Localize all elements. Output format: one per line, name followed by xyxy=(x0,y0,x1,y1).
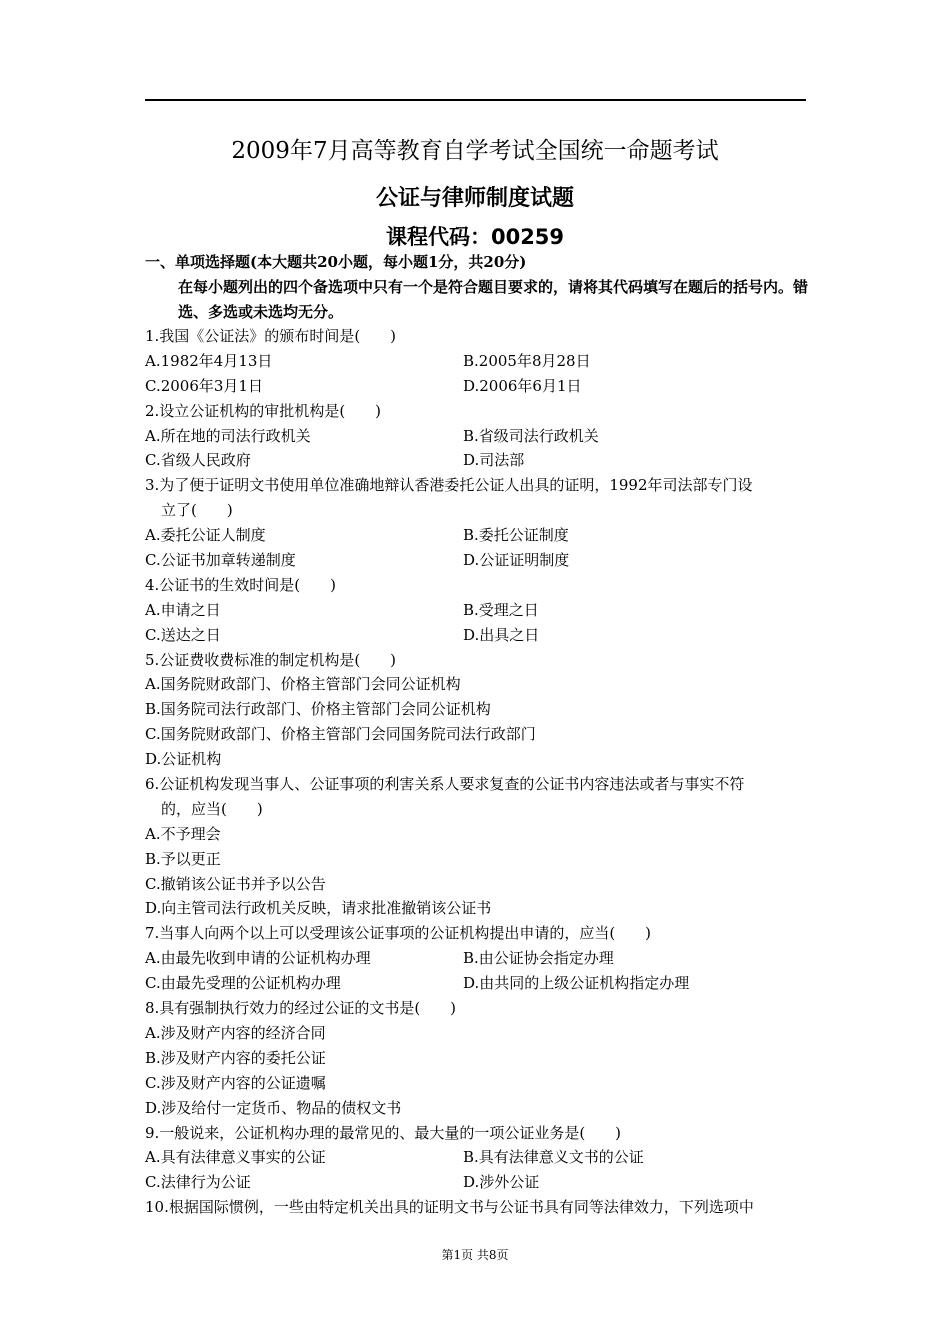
option-c: C.国务院财政部门、价格主管部门会同国务院司法行政部门 xyxy=(145,725,536,744)
question-1-options-row2 xyxy=(145,374,810,399)
option-c: C.由最先受理的公证机构办理 xyxy=(145,974,341,993)
page-number: 第1页 共8页 xyxy=(441,1248,509,1262)
exam-title: 2009年7月高等教育自学考试全国统一命题考试 xyxy=(231,138,719,164)
header-rule xyxy=(145,99,806,101)
option-a: A.所在地的司法行政机关 xyxy=(145,426,311,445)
question-3-stem-line2: 立了( ) xyxy=(161,501,233,520)
option-b: B.由公证协会指定办理 xyxy=(463,949,614,968)
question-3-stem-line1: 3.为了便于证明文书使用单位准确地辩认香港委托公证人出具的证明，1992年司法部专门设 xyxy=(145,476,753,495)
option-a: A.涉及财产内容的经济合同 xyxy=(145,1023,326,1042)
question-2-stem: 2.设立公证机构的审批机构是( ) xyxy=(145,401,382,420)
option-b: B.予以更正 xyxy=(145,849,221,868)
question-2-options-row1 xyxy=(145,424,810,449)
question-8-stem: 8.具有强制执行效力的经过公证的文书是( ) xyxy=(145,999,457,1018)
question-4-stem: 4.公证书的生效时间是( ) xyxy=(145,575,337,594)
option-b: B.2005年8月28日 xyxy=(463,351,591,370)
question-4-options-row2 xyxy=(145,623,810,648)
question-7-stem: 7.当事人向两个以上可以受理该公证事项的公证机构提出申请的，应当( ) xyxy=(145,924,652,943)
subject-title: 公证与律师制度试题 xyxy=(375,186,574,211)
question-9-options-row2 xyxy=(145,1170,810,1195)
question-list xyxy=(145,324,810,1220)
question-6-stem-line2: 的，应当( ) xyxy=(161,799,263,818)
question-9-stem: 9.一般说来，公证机构办理的最常见的、最大量的一项公证业务是( ) xyxy=(145,1123,622,1142)
option-b: B.委托公证制度 xyxy=(463,526,569,545)
section-heading: 一、单项选择题(本大题共20小题，每小题1分，共20分) xyxy=(145,253,527,271)
option-a: A.申请之日 xyxy=(145,600,221,619)
question-6-stem-line1: 6.公证机构发现当事人、公证事项的利害关系人要求复查的公证书内容违法或者与事实不符 xyxy=(145,775,745,794)
course-code: 课程代码：00259 xyxy=(385,225,565,249)
option-c: C.公证书加章转递制度 xyxy=(145,551,296,570)
option-c: C.涉及财产内容的公证遗嘱 xyxy=(145,1073,326,1092)
option-d: D.涉及给付一定货币、物品的债权文书 xyxy=(145,1098,402,1117)
option-a: A.国务院财政部门、价格主管部门会同公证机构 xyxy=(145,675,461,694)
option-c: C.2006年3月1日 xyxy=(145,376,263,395)
option-a: A.不予理会 xyxy=(145,824,221,843)
option-c: C.省级人民政府 xyxy=(145,451,251,470)
option-c: C.撤销该公证书并予以公告 xyxy=(145,874,326,893)
question-7-options-row1 xyxy=(145,946,810,971)
option-d: D.向主管司法行政机关反映，请求批准撤销该公证书 xyxy=(145,899,492,918)
section-instruction: 在每小题列出的四个备选项中只有一个是符合题目要求的，请将其代码填写在题后的括号内。错选、多选或未选均无分。 xyxy=(178,278,809,321)
option-b: B.省级司法行政机关 xyxy=(463,426,599,445)
option-a: A.由最先收到申请的公证机构办理 xyxy=(145,949,371,968)
option-d: D.公证机构 xyxy=(145,750,222,769)
option-d: D.由共同的上级公证机构指定办理 xyxy=(463,974,690,993)
question-5-stem: 5.公证费收费标准的制定机构是( ) xyxy=(145,650,397,669)
question-3-options-row2 xyxy=(145,548,810,573)
option-b: B.受理之日 xyxy=(463,600,539,619)
question-1-options-row1 xyxy=(145,349,810,374)
option-d: D.涉外公证 xyxy=(463,1173,540,1192)
option-a: A.1982年4月13日 xyxy=(145,351,273,370)
option-a: A.委托公证人制度 xyxy=(145,526,266,545)
option-b: B.具有法律意义文书的公证 xyxy=(463,1148,644,1167)
option-a: A.具有法律意义事实的公证 xyxy=(145,1148,326,1167)
question-3-options-row1 xyxy=(145,523,810,548)
option-d: D.出具之日 xyxy=(463,625,540,644)
option-c: C.送达之日 xyxy=(145,625,221,644)
question-9-options-row1 xyxy=(145,1145,810,1170)
question-4-options-row1 xyxy=(145,598,810,623)
question-1-stem: 1.我国《公证法》的颁布时间是( ) xyxy=(145,327,397,345)
option-d: D.司法部 xyxy=(463,451,525,470)
option-d: D.2006年6月1日 xyxy=(463,376,582,395)
option-d: D.公证证明制度 xyxy=(463,551,570,570)
question-2-options-row2 xyxy=(145,448,810,473)
option-b: B.涉及财产内容的委托公证 xyxy=(145,1048,326,1067)
question-10-stem: 10.根据国际惯例，一些由特定机关出具的证明文书与公证书具有同等法律效力，下列选项中 xyxy=(145,1198,754,1217)
option-c: C.法律行为公证 xyxy=(145,1173,251,1192)
question-7-options-row2 xyxy=(145,971,810,996)
option-b: B.国务院司法行政部门、价格主管部门会同公证机构 xyxy=(145,700,491,719)
